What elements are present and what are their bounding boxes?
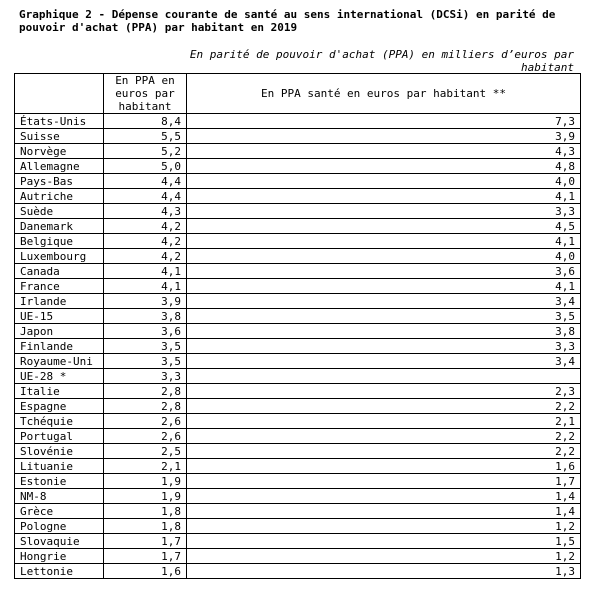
cell-country: Italie — [15, 384, 104, 399]
cell-ppa-sante: 1,4 — [187, 504, 581, 519]
table-row — [15, 519, 581, 534]
cell-ppa-euros: 4,3 — [104, 204, 187, 219]
cell-country: Japon — [15, 324, 104, 339]
table-row — [15, 534, 581, 549]
cell-ppa-euros: 8,4 — [104, 114, 187, 129]
cell-ppa-sante: 4,1 — [187, 279, 581, 294]
cell-ppa-sante: 2,2 — [187, 429, 581, 444]
table-row — [15, 249, 581, 264]
cell-ppa-euros: 3,5 — [104, 339, 187, 354]
cell-ppa-sante: 3,4 — [187, 354, 581, 369]
cell-ppa-sante: 7,3 — [187, 114, 581, 129]
cell-ppa-euros: 2,6 — [104, 414, 187, 429]
table-row — [15, 204, 581, 219]
cell-country: UE-28 * — [15, 369, 104, 384]
cell-ppa-sante: 2,1 — [187, 414, 581, 429]
cell-ppa-sante: 3,3 — [187, 339, 581, 354]
cell-ppa-euros: 3,5 — [104, 354, 187, 369]
table-row — [15, 564, 581, 579]
cell-ppa-euros: 2,5 — [104, 444, 187, 459]
cell-ppa-sante: 2,2 — [187, 399, 581, 414]
cell-country: Hongrie — [15, 549, 104, 564]
cell-ppa-euros: 4,2 — [104, 249, 187, 264]
cell-ppa-sante: 3,8 — [187, 324, 581, 339]
table-body — [15, 114, 581, 579]
table-row — [15, 279, 581, 294]
table-row — [15, 339, 581, 354]
cell-country: Lettonie — [15, 564, 104, 579]
data-table — [14, 73, 581, 579]
header-ppa-euros: En PPA en euros par habitant — [104, 74, 187, 114]
header-row — [15, 74, 581, 114]
table-row — [15, 174, 581, 189]
cell-ppa-sante: 3,6 — [187, 264, 581, 279]
table-row — [15, 384, 581, 399]
cell-ppa-euros: 5,5 — [104, 129, 187, 144]
cell-ppa-euros: 4,2 — [104, 234, 187, 249]
cell-ppa-sante: 1,5 — [187, 534, 581, 549]
cell-country: France — [15, 279, 104, 294]
cell-country: Lituanie — [15, 459, 104, 474]
cell-country: Belgique — [15, 234, 104, 249]
cell-country: Canada — [15, 264, 104, 279]
cell-country: Finlande — [15, 339, 104, 354]
table-row — [15, 354, 581, 369]
cell-ppa-sante: 1,3 — [187, 564, 581, 579]
cell-ppa-sante: 4,3 — [187, 144, 581, 159]
cell-country: Pologne — [15, 519, 104, 534]
cell-country: Espagne — [15, 399, 104, 414]
cell-ppa-sante: 2,2 — [187, 444, 581, 459]
cell-ppa-sante: 1,7 — [187, 474, 581, 489]
table-row — [15, 324, 581, 339]
cell-country: Luxembourg — [15, 249, 104, 264]
cell-country: Pays-Bas — [15, 174, 104, 189]
cell-ppa-euros: 5,0 — [104, 159, 187, 174]
cell-ppa-euros: 2,8 — [104, 384, 187, 399]
cell-ppa-sante: 3,3 — [187, 204, 581, 219]
cell-country: Portugal — [15, 429, 104, 444]
cell-ppa-euros: 1,7 — [104, 534, 187, 549]
cell-ppa-sante: 4,1 — [187, 234, 581, 249]
cell-country: Allemagne — [15, 159, 104, 174]
table-row — [15, 444, 581, 459]
table-row — [15, 504, 581, 519]
cell-ppa-sante: 1,6 — [187, 459, 581, 474]
table-row — [15, 369, 581, 384]
cell-ppa-euros: 1,9 — [104, 489, 187, 504]
cell-ppa-sante: 4,0 — [187, 174, 581, 189]
cell-ppa-euros: 4,2 — [104, 219, 187, 234]
table-row — [15, 219, 581, 234]
cell-ppa-euros: 1,8 — [104, 504, 187, 519]
cell-ppa-euros: 2,1 — [104, 459, 187, 474]
table-row — [15, 189, 581, 204]
cell-ppa-euros: 3,8 — [104, 309, 187, 324]
cell-country: NM-8 — [15, 489, 104, 504]
table-row — [15, 309, 581, 324]
table-row — [15, 414, 581, 429]
cell-ppa-euros: 4,1 — [104, 279, 187, 294]
cell-ppa-sante: 4,5 — [187, 219, 581, 234]
cell-ppa-euros: 1,8 — [104, 519, 187, 534]
table-row — [15, 264, 581, 279]
cell-country: Tchéquie — [15, 414, 104, 429]
cell-country: Slovénie — [15, 444, 104, 459]
cell-ppa-sante: 4,0 — [187, 249, 581, 264]
cell-country: Autriche — [15, 189, 104, 204]
cell-ppa-euros: 1,9 — [104, 474, 187, 489]
cell-country: Royaume-Uni — [15, 354, 104, 369]
header-country — [15, 74, 104, 114]
cell-ppa-euros: 3,6 — [104, 324, 187, 339]
document-title: Graphique 2 - Dépense courante de santé au sens international (DCSi) en parité de pouvoir d'achat (PPA) par habitant en 2019 — [19, 8, 556, 34]
table-row — [15, 489, 581, 504]
cell-ppa-sante: 2,3 — [187, 384, 581, 399]
cell-ppa-euros: 2,8 — [104, 399, 187, 414]
cell-country: Danemark — [15, 219, 104, 234]
cell-ppa-euros: 3,3 — [104, 369, 187, 384]
cell-ppa-sante: 4,1 — [187, 189, 581, 204]
table-row — [15, 159, 581, 174]
unit-subtitle: En parité de pouvoir d'achat (PPA) en milliers d’euros par habitant — [189, 48, 574, 74]
cell-ppa-sante: 4,8 — [187, 159, 581, 174]
table-row — [15, 459, 581, 474]
table-row — [15, 129, 581, 144]
cell-ppa-sante — [187, 369, 581, 384]
header-ppa-sante: En PPA santé en euros par habitant ** — [187, 74, 581, 114]
cell-country: Norvège — [15, 144, 104, 159]
cell-country: Slovaquie — [15, 534, 104, 549]
cell-ppa-sante: 1,4 — [187, 489, 581, 504]
cell-country: Irlande — [15, 294, 104, 309]
table-row — [15, 234, 581, 249]
cell-ppa-euros: 1,6 — [104, 564, 187, 579]
cell-ppa-euros: 2,6 — [104, 429, 187, 444]
table-row — [15, 474, 581, 489]
cell-ppa-euros: 4,1 — [104, 264, 187, 279]
cell-ppa-sante: 1,2 — [187, 519, 581, 534]
cell-country: Suisse — [15, 129, 104, 144]
cell-country: Grèce — [15, 504, 104, 519]
cell-ppa-euros: 5,2 — [104, 144, 187, 159]
table-row — [15, 549, 581, 564]
cell-country: UE-15 — [15, 309, 104, 324]
cell-ppa-euros: 1,7 — [104, 549, 187, 564]
table-row — [15, 114, 581, 129]
table-row — [15, 399, 581, 414]
cell-country: Estonie — [15, 474, 104, 489]
cell-ppa-sante: 3,9 — [187, 129, 581, 144]
cell-ppa-sante: 3,4 — [187, 294, 581, 309]
cell-ppa-euros: 4,4 — [104, 174, 187, 189]
cell-ppa-sante: 3,5 — [187, 309, 581, 324]
table-row — [15, 294, 581, 309]
cell-country: Suède — [15, 204, 104, 219]
cell-ppa-sante: 1,2 — [187, 549, 581, 564]
cell-ppa-euros: 4,4 — [104, 189, 187, 204]
cell-country: États-Unis — [15, 114, 104, 129]
cell-ppa-euros: 3,9 — [104, 294, 187, 309]
table-row — [15, 144, 581, 159]
table-row — [15, 429, 581, 444]
